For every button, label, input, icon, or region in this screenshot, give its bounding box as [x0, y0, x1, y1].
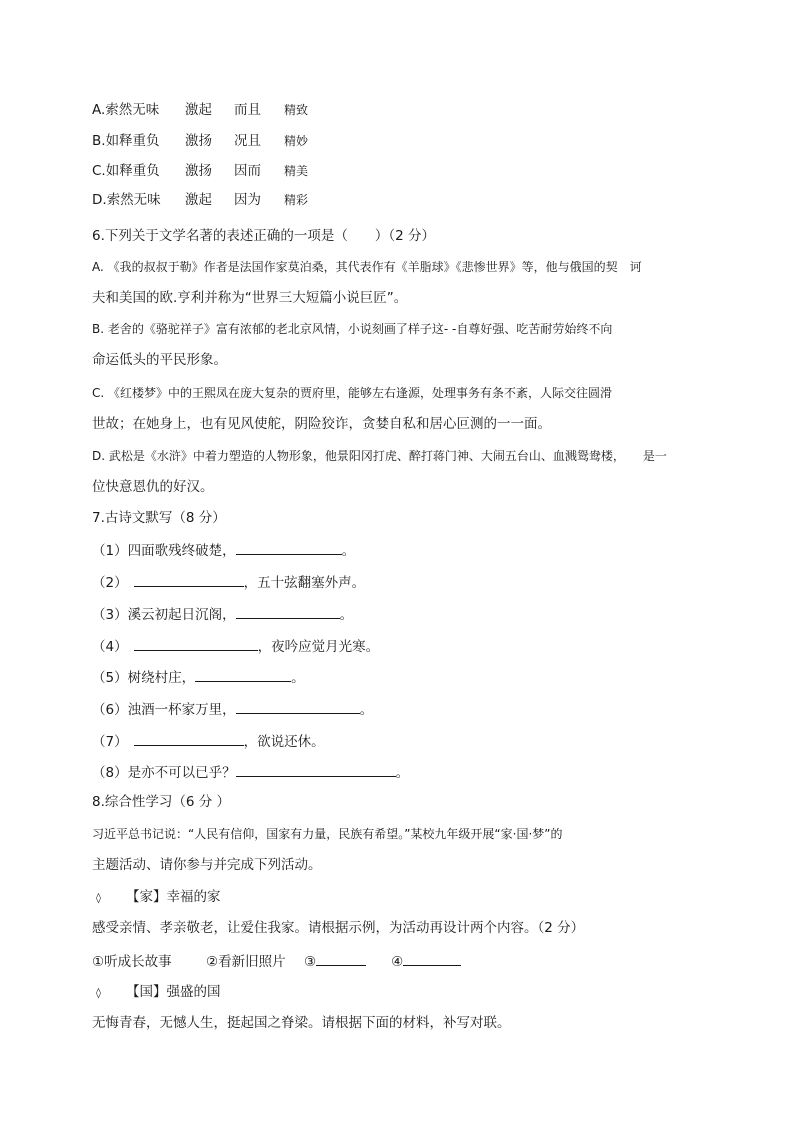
q6-option-d-line2: 位快意恩仇的好汉。 — [92, 479, 214, 495]
q5-option-c: C.如释重负 激扬 因而 精美 — [92, 163, 309, 179]
q5-option-a: A.索然无味 激起 而且 精致 — [92, 102, 309, 118]
q6-option-a-line1: A. 《我的叔叔于勒》作者是法国作家莫泊桑，其代表作有《羊脂球》《悲惨世界》等，他与俄国的契 诃 — [92, 260, 642, 274]
answer-blank[interactable] — [134, 636, 258, 651]
q7-item-4: （4） ，夜吟应觉月光寒。 — [92, 636, 379, 656]
answer-blank[interactable] — [236, 604, 340, 619]
q8-section-nation-text: 无悔青春，无憾人生，挺起国之脊梁。请根据下面的材料，补写对联。 — [92, 1015, 511, 1031]
q6-option-a-line2: 夫和美国的欧.亨利并称为“世界三大短篇小说巨匠”。 — [92, 290, 408, 306]
q7-item-1: （1）四面歌残终破楚， 。 — [92, 540, 355, 560]
answer-blank[interactable] — [134, 731, 244, 746]
answer-blank[interactable] — [134, 572, 244, 587]
q8-stem: 8.综合性学习（6 分 ） — [92, 794, 231, 810]
answer-blank[interactable] — [236, 762, 396, 777]
answer-blank[interactable] — [236, 540, 342, 555]
answer-blank[interactable] — [316, 951, 366, 966]
q5-option-d: D.索然无味 激起 因为 精彩 — [92, 192, 309, 208]
q7-stem: 7.古诗文默写（8 分） — [92, 510, 226, 526]
q8-intro-line1: 习近平总书记说：“人民有信仰，国家有力量，民族有希望。”某校九年级开展“家·国·梦”的 — [92, 827, 563, 841]
q7-item-7: （7） ，欲说还休。 — [92, 731, 325, 751]
diamond-bullet-icon: ◊ — [96, 988, 101, 999]
q7-item-3: （3）溪云初起日沉阁， 。 — [92, 604, 353, 624]
q8-intro-line2: 主题活动、请你参与并完成下列活动。 — [92, 857, 322, 873]
q6-option-d-line1: D. 武松是《水浒》中着力塑造的人物形象，他景阳冈打虎、醉打蒋门神、大闹五台山、血溅鸳鸯楼， 是一 — [92, 449, 667, 463]
q7-item-8: （8）是亦不可以已乎？ 。 — [92, 762, 409, 782]
q7-item-2: （2） ，五十弦翻塞外声。 — [92, 572, 365, 592]
q6-option-b-line2: 命运低头的平民形象。 — [92, 352, 227, 368]
q7-item-6: （6）浊酒一杯家万里， 。 — [92, 699, 373, 719]
q8-section-nation-heading: ◊ 【国】强盛的国 — [96, 983, 221, 1003]
q6-option-c-line1: C. 《红楼梦》中的王熙凤在庞大复杂的贾府里，能够左右逢源，处理事务有条不紊，人际交往圆滑 — [92, 386, 613, 400]
q5-option-b: B.如释重负 激扬 况且 精妙 — [92, 133, 309, 149]
q8-section-family-text: 感受亲情、孝亲敬老，让爱住我家。请根据示例，为活动再设计两个内容。（2 分） — [92, 920, 585, 936]
diamond-bullet-icon: ◊ — [96, 893, 101, 904]
answer-blank[interactable] — [195, 667, 291, 682]
answer-blank[interactable] — [236, 699, 360, 714]
q8-section-family-examples: ①听成长故事 ②看新旧照片 ③ ④ — [92, 951, 461, 971]
q8-section-family-heading: ◊ 【家】幸福的家 — [96, 888, 221, 908]
answer-blank[interactable] — [403, 951, 461, 966]
q6-option-b-line1: B. 老舍的《骆驼祥子》富有浓郁的老北京风情，小说刻画了样子这- -自尊好强、吃苦耐劳始终不向 — [92, 322, 613, 336]
q7-item-5: （5）树绕村庄， 。 — [92, 667, 305, 687]
q6-option-c-line2: 世故；在她身上，也有见风使舵，阴险狡诈，贪婪自私和居心叵测的一一面。 — [92, 416, 551, 432]
q6-stem: 6.下列关于文学名著的表述正确的一项是（ ）（2 分） — [92, 228, 436, 244]
